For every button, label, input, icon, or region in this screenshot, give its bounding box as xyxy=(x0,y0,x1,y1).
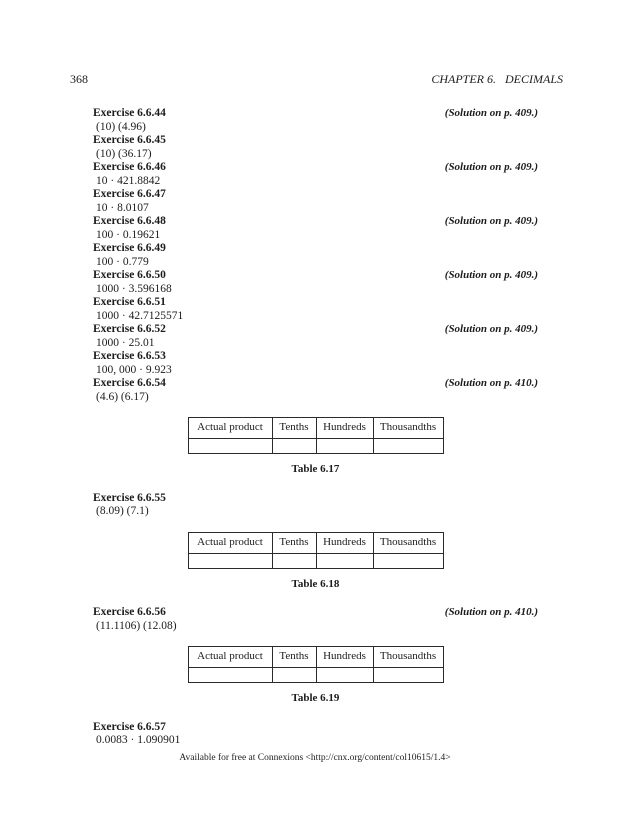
solution-reference: (Solution on p. 409.) xyxy=(444,269,538,281)
exercise-title: Exercise 6.6.52 xyxy=(93,323,166,335)
table-cell-empty xyxy=(188,439,272,454)
exercise-problem: 100, 000 · 9.923 xyxy=(96,363,172,376)
exercise-title: Exercise 6.6.56 xyxy=(93,606,166,618)
table-cell-empty xyxy=(272,668,316,683)
page-number: 368 xyxy=(70,72,88,86)
exercise-title: Exercise 6.6.44 xyxy=(93,107,166,119)
table-header-hundreds: Hundreds xyxy=(316,647,373,668)
exercise-6-6-44 xyxy=(93,107,538,134)
page-footer: Available for free at Connexions <http://cnx.org/content/col10615/1.4> xyxy=(179,753,451,763)
exercise-6-6-56 xyxy=(93,606,538,706)
exercise-problem: 0.0083 · 1.090901 xyxy=(96,734,181,746)
rounding-table-block xyxy=(93,646,538,706)
solution-reference: (Solution on p. 410.) xyxy=(444,606,538,618)
exercise-title: Exercise 6.6.55 xyxy=(93,491,166,504)
table-cell-empty xyxy=(316,553,373,568)
table-header-thousandths: Thousandths xyxy=(373,647,443,668)
table-header-tenths: Tenths xyxy=(272,532,316,553)
exercise-title: Exercise 6.6.53 xyxy=(93,350,166,362)
rounding-table-block xyxy=(93,417,538,477)
page-header xyxy=(0,0,630,87)
table-caption: Table 6.18 xyxy=(291,577,340,590)
exercise-6-6-54 xyxy=(93,377,538,477)
exercise-6-6-53 xyxy=(93,350,538,377)
exercise-6-6-50 xyxy=(93,269,538,296)
table-header-actual-product: Actual product xyxy=(188,647,272,668)
exercise-title: Exercise 6.6.49 xyxy=(93,242,166,254)
rounding-table-6-19 xyxy=(188,646,444,683)
exercise-problem: (10) (36.17) xyxy=(96,147,152,160)
exercise-6-6-49 xyxy=(93,242,538,269)
table-caption: Table 6.19 xyxy=(291,692,340,704)
exercise-6-6-45 xyxy=(93,134,538,161)
exercise-title: Exercise 6.6.51 xyxy=(93,296,166,308)
table-cell-empty xyxy=(272,439,316,454)
table-caption: Table 6.17 xyxy=(291,463,340,475)
table-header-actual-product: Actual product xyxy=(188,532,272,553)
exercise-6-6-51 xyxy=(93,296,538,323)
table-cell-empty xyxy=(188,553,272,568)
exercise-6-6-52 xyxy=(93,323,538,350)
exercise-title: Exercise 6.6.45 xyxy=(93,134,166,146)
solution-reference: (Solution on p. 409.) xyxy=(444,215,538,227)
table-header-tenths: Tenths xyxy=(272,647,316,668)
exercise-title: Exercise 6.6.46 xyxy=(93,161,166,173)
table-cell-empty xyxy=(373,668,443,683)
exercise-6-6-55 xyxy=(93,492,538,592)
table-cell-empty xyxy=(316,668,373,683)
rounding-table-6-17 xyxy=(188,417,444,454)
chapter-running-head: CHAPTER 6. DECIMALS xyxy=(431,72,563,86)
exercise-problem: 10 · 421.8842 xyxy=(96,174,161,187)
solution-reference: (Solution on p. 409.) xyxy=(444,161,538,173)
exercise-title: Exercise 6.6.54 xyxy=(93,377,166,389)
exercise-title: Exercise 6.6.48 xyxy=(93,215,166,227)
exercise-problem: 1000 · 3.596168 xyxy=(96,282,172,295)
exercise-problem: 1000 · 42.7125571 xyxy=(96,309,184,322)
exercise-problem: (10) (4.96) xyxy=(96,120,146,133)
table-header-hundreds: Hundreds xyxy=(316,532,373,553)
table-header-tenths: Tenths xyxy=(272,418,316,439)
exercise-title: Exercise 6.6.47 xyxy=(93,188,166,200)
table-header-actual-product: Actual product xyxy=(188,418,272,439)
table-header-thousandths: Thousandths xyxy=(373,418,443,439)
rounding-table-6-18 xyxy=(188,532,444,569)
exercise-problem: (8.09) (7.1) xyxy=(96,505,149,517)
exercise-6-6-57 xyxy=(93,721,538,748)
exercise-problem: (11.1106) (12.08) xyxy=(96,619,177,632)
rounding-table-block xyxy=(93,532,538,592)
table-cell-empty xyxy=(373,553,443,568)
exercise-problem: 1000 · 25.01 xyxy=(96,336,155,349)
solution-reference: (Solution on p. 410.) xyxy=(444,377,538,389)
exercise-problem: 10 · 8.0107 xyxy=(96,201,149,214)
exercise-problem: 100 · 0.779 xyxy=(96,255,149,268)
exercise-problem: (4.6) (6.17) xyxy=(96,390,149,403)
solution-reference: (Solution on p. 409.) xyxy=(444,107,538,119)
table-cell-empty xyxy=(316,439,373,454)
exercise-6-6-46 xyxy=(93,161,538,188)
exercise-title: Exercise 6.6.50 xyxy=(93,269,166,281)
exercise-problem: 100 · 0.19621 xyxy=(96,228,161,241)
table-header-hundreds: Hundreds xyxy=(316,418,373,439)
solution-reference: (Solution on p. 409.) xyxy=(444,323,538,335)
table-cell-empty xyxy=(373,439,443,454)
table-header-thousandths: Thousandths xyxy=(373,532,443,553)
table-cell-empty xyxy=(272,553,316,568)
table-cell-empty xyxy=(188,668,272,683)
exercise-6-6-47 xyxy=(93,188,538,215)
exercise-title: Exercise 6.6.57 xyxy=(93,720,166,733)
exercise-list xyxy=(0,107,630,748)
exercise-6-6-48 xyxy=(93,215,538,242)
